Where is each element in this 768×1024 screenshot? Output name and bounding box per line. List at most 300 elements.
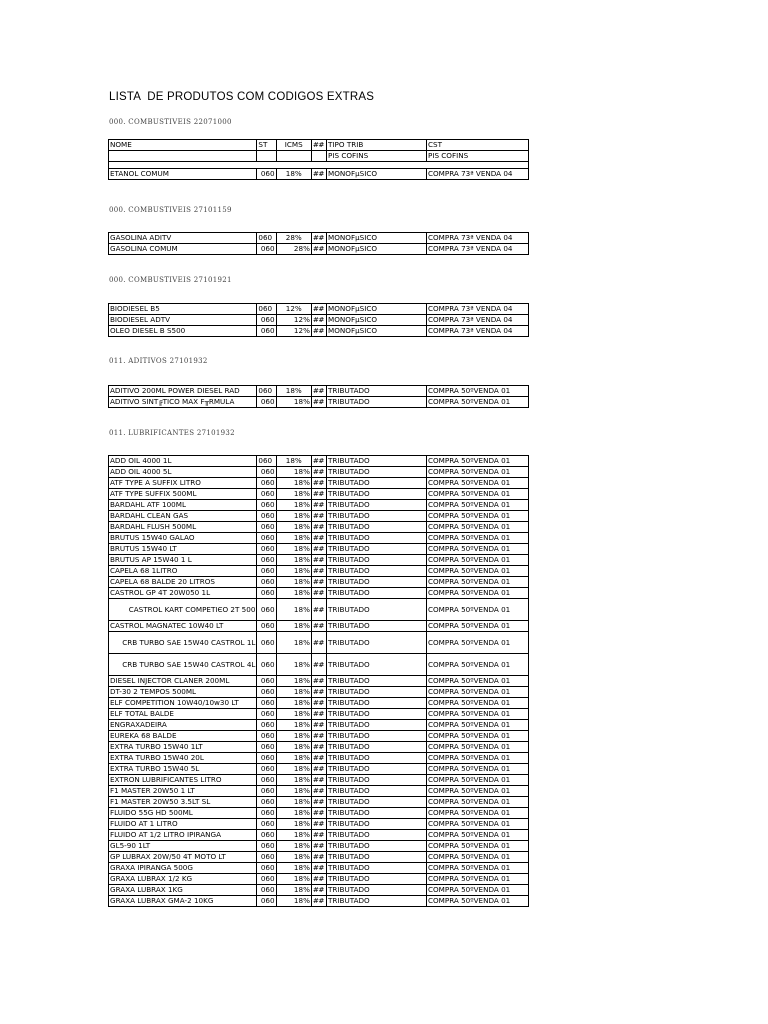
cell-st: 060 [257, 764, 276, 775]
cell-st: 060 [257, 599, 276, 621]
cell-hash: ## [311, 478, 326, 489]
table-row [109, 863, 529, 874]
cell-hash: ## [311, 676, 326, 687]
cell-tipo: TRIBUTADO [327, 830, 427, 841]
cell-cst: COMPRA 50ºVENDA 01 [426, 742, 528, 753]
cell-tipo: TRIBUTADO [327, 511, 427, 522]
cell-name: CASTROL KART COMPETIЄO 2T 500 [109, 599, 257, 621]
cell-tipo: TRIBUTADO [327, 896, 427, 907]
cell-cst: COMPRA 50ºVENDA 01 [426, 544, 528, 555]
cell-st: 060 [257, 577, 276, 588]
cell-st: 060 [257, 797, 276, 808]
cell-st: 060 [257, 566, 276, 577]
product-table [108, 385, 529, 408]
table-row [109, 808, 529, 819]
cell-icms: 18% [276, 874, 311, 885]
cell-hash: ## [311, 489, 326, 500]
table-row [109, 742, 529, 753]
cell-tipo: TRIBUTADO [327, 874, 427, 885]
cell-cst: COMPRA 50ºVENDA 01 [426, 786, 528, 797]
cell-st: 060 [257, 896, 276, 907]
cell-tipo: TRIBUTADO [327, 489, 427, 500]
lubricants-table-body [109, 456, 529, 907]
cell-st: 060 [257, 852, 276, 863]
cell-cst: COMPRA 50ºVENDA 01 [426, 511, 528, 522]
cell-hash: ## [311, 621, 326, 632]
cell-tipo: MONOFµSICO [327, 326, 427, 337]
table-row [109, 720, 529, 731]
cell-cst: COMPRA 50ºVENDA 01 [426, 753, 528, 764]
cell-st: 060 [257, 808, 276, 819]
column-header: CST [426, 140, 528, 151]
cell-name: FLUIDO 55G HD 500ML [109, 808, 257, 819]
cell-icms: 12% [276, 326, 311, 337]
cell-tipo: TRIBUTADO [327, 500, 427, 511]
cell-tipo: TRIBUTADO [327, 819, 427, 830]
cell-cst: COMPRA 50ºVENDA 01 [426, 698, 528, 709]
cell-tipo: TRIBUTADO [327, 588, 427, 599]
cell-hash: ## [311, 764, 326, 775]
table-row [109, 775, 529, 786]
cell-icms: 18% [276, 830, 311, 841]
cell-icms: 18% [276, 753, 311, 764]
cell-cst: COMPRA 50ºVENDA 01 [426, 489, 528, 500]
cell-cst: COMPRA 50ºVENDA 01 [426, 555, 528, 566]
cell-name: CAPELA 68 BALDE 20 LITROS [109, 577, 257, 588]
cell-name: ATF TYPE SUFFIX 500ML [109, 489, 257, 500]
cell-name: F1 MASTER 20W50 3.5LT SL [109, 797, 257, 808]
cell-cst: COMPRA 73ª VENDA 04 [426, 169, 528, 180]
cell-hash: ## [311, 555, 326, 566]
cell-st: 060 [257, 841, 276, 852]
cell-icms: 18% [276, 456, 311, 467]
table-row [109, 709, 529, 720]
section-header: 000. COMBUSTIVEIS 27101921 [109, 276, 232, 284]
table-row [109, 500, 529, 511]
cell-icms: 18% [276, 544, 311, 555]
cell-icms: 12% [276, 304, 311, 315]
cell-st: 060 [257, 874, 276, 885]
cell-st: 060 [257, 654, 276, 676]
cell-hash: ## [311, 808, 326, 819]
cell-icms: 18% [276, 863, 311, 874]
cell-tipo: TRIBUTADO [327, 555, 427, 566]
cell-cst: COMPRA 50ºVENDA 01 [426, 456, 528, 467]
cell-icms: 18% [276, 577, 311, 588]
cell-st: 060 [257, 709, 276, 720]
cell-tipo: TRIBUTADO [327, 786, 427, 797]
cell-icms: 18% [276, 698, 311, 709]
cell-icms: 18% [276, 386, 311, 397]
cell-name: GASOLINA COMUM [109, 244, 257, 255]
cell-icms: 18% [276, 522, 311, 533]
cell-hash: ## [311, 731, 326, 742]
cell-name: CASTROL GP 4T 20W050 1L [109, 588, 257, 599]
cell-name: EXTRON LUBRIFICANTES LITRO [109, 775, 257, 786]
product-table [108, 139, 529, 180]
table-row [109, 511, 529, 522]
table-row [109, 764, 529, 775]
cell-st: 060 [257, 386, 276, 397]
cell-icms: 18% [276, 621, 311, 632]
cell-name: ATF TYPE A SUFFIX LITRO [109, 478, 257, 489]
cell-icms: 18% [276, 709, 311, 720]
column-subheader: PIS COFINS [327, 151, 427, 162]
cell-tipo: TRIBUTADO [327, 731, 427, 742]
column-subheader [109, 151, 257, 162]
spacer-row [109, 162, 529, 169]
table-header-row [109, 140, 529, 151]
cell-tipo: TRIBUTADO [327, 863, 427, 874]
product-table [108, 232, 529, 255]
cell-icms: 18% [276, 731, 311, 742]
table-row [109, 489, 529, 500]
cell-name: CRB TURBO SAE 15W40 CASTROL 1L [109, 632, 257, 654]
cell-tipo: MONOFµSICO [327, 315, 427, 326]
cell-hash: ## [311, 169, 326, 180]
cell-tipo: TRIBUTADO [327, 478, 427, 489]
cell-st: 060 [257, 863, 276, 874]
cell-cst: COMPRA 73ª VENDA 04 [426, 233, 528, 244]
cell-hash: ## [311, 397, 326, 408]
cell-hash: ## [311, 698, 326, 709]
cell-cst: COMPRA 50ºVENDA 01 [426, 709, 528, 720]
column-header: ICMS [276, 140, 311, 151]
cell-hash: ## [311, 522, 326, 533]
cell-hash: ## [311, 775, 326, 786]
cell-icms: 18% [276, 896, 311, 907]
cell-tipo: TRIBUTADO [327, 720, 427, 731]
cell-name: ADD OIL 4000 1L [109, 456, 257, 467]
cell-tipo: TRIBUTADO [327, 852, 427, 863]
cell-name: BIODIESEL B5 [109, 304, 257, 315]
cell-cst: COMPRA 50ºVENDA 01 [426, 599, 528, 621]
column-header: NOME [109, 140, 257, 151]
cell-cst: COMPRA 50ºVENDA 01 [426, 830, 528, 841]
cell-hash: ## [311, 687, 326, 698]
table-row [109, 621, 529, 632]
table-row [109, 326, 529, 337]
section-header: 000. COMBUSTIVEIS 22071000 [109, 118, 232, 126]
cell-name: GRAXA IPIRANGA 500G [109, 863, 257, 874]
cell-cst: COMPRA 73ª VENDA 04 [426, 244, 528, 255]
table-row [109, 830, 529, 841]
cell-name: FLUIDO AT 1 LITRO [109, 819, 257, 830]
product-table [108, 303, 529, 337]
cell-st: 060 [257, 304, 276, 315]
cell-cst: COMPRA 50ºVENDA 01 [426, 500, 528, 511]
cell-tipo: TRIBUTADO [327, 687, 427, 698]
cell-cst: COMPRA 50ºVENDA 01 [426, 397, 528, 408]
table-row [109, 819, 529, 830]
spacer-cell [109, 162, 529, 169]
cell-cst: COMPRA 50ºVENDA 01 [426, 852, 528, 863]
cell-name: GRAXA LUBRAX 1KG [109, 885, 257, 896]
cell-hash: ## [311, 654, 326, 676]
cell-hash: ## [311, 533, 326, 544]
cell-st: 060 [257, 326, 276, 337]
cell-st: 060 [257, 555, 276, 566]
cell-name: F1 MASTER 20W50 1 LT [109, 786, 257, 797]
cell-st: 060 [257, 588, 276, 599]
cell-icms: 18% [276, 742, 311, 753]
cell-icms: 18% [276, 775, 311, 786]
cell-tipo: TRIBUTADO [327, 797, 427, 808]
cell-st: 060 [257, 500, 276, 511]
table-row [109, 874, 529, 885]
cell-cst: COMPRA 50ºVENDA 01 [426, 632, 528, 654]
cell-tipo: TRIBUTADO [327, 456, 427, 467]
cell-icms: 18% [276, 676, 311, 687]
cell-tipo: TRIBUTADO [327, 676, 427, 687]
table-row [109, 456, 529, 467]
cell-cst: COMPRA 50ºVENDA 01 [426, 863, 528, 874]
cell-tipo: TRIBUTADO [327, 709, 427, 720]
cell-cst: COMPRA 50ºVENDA 01 [426, 885, 528, 896]
cell-st: 060 [257, 742, 276, 753]
cell-tipo: TRIBUTADO [327, 775, 427, 786]
section-header: 011. ADITIVOS 27101932 [109, 357, 208, 365]
cell-name: CASTROL MAGNATEC 10W40 LT [109, 621, 257, 632]
cell-tipo: TRIBUTADO [327, 386, 427, 397]
section-header: 000. COMBUSTIVEIS 27101159 [109, 206, 232, 214]
cell-cst: COMPRA 50ºVENDA 01 [426, 522, 528, 533]
cell-st: 060 [257, 244, 276, 255]
cell-cst: COMPRA 50ºVENDA 01 [426, 775, 528, 786]
cell-tipo: TRIBUTADO [327, 654, 427, 676]
table-row [109, 522, 529, 533]
cell-st: 060 [257, 169, 276, 180]
column-subheader [276, 151, 311, 162]
cell-name: BARDAHL FLUSH 500ML [109, 522, 257, 533]
cell-icms: 18% [276, 797, 311, 808]
cell-icms: 18% [276, 808, 311, 819]
cell-hash: ## [311, 709, 326, 720]
cell-tipo: TRIBUTADO [327, 753, 427, 764]
table-row [109, 852, 529, 863]
cell-st: 060 [257, 698, 276, 709]
cell-st: 060 [257, 478, 276, 489]
cell-cst: COMPRA 50ºVENDA 01 [426, 720, 528, 731]
cell-cst: COMPRA 50ºVENDA 01 [426, 577, 528, 588]
cell-hash: ## [311, 874, 326, 885]
cell-icms: 18% [276, 533, 311, 544]
cell-st: 060 [257, 885, 276, 896]
cell-cst: COMPRA 50ºVENDA 01 [426, 621, 528, 632]
cell-st: 060 [257, 786, 276, 797]
cell-icms: 18% [276, 687, 311, 698]
cell-tipo: MONOFµSICO [327, 244, 427, 255]
cell-hash: ## [311, 588, 326, 599]
table-header-row [109, 151, 529, 162]
cell-icms: 12% [276, 315, 311, 326]
cell-tipo: TRIBUTADO [327, 599, 427, 621]
cell-name: GRAXA LUBRAX GMA-2 10KG [109, 896, 257, 907]
cell-cst: COMPRA 50ºVENDA 01 [426, 841, 528, 852]
cell-st: 060 [257, 511, 276, 522]
cell-st: 060 [257, 621, 276, 632]
table-row [109, 304, 529, 315]
document-title: LISTA DE PRODUTOS COM CODIGOS EXTRAS [109, 91, 375, 103]
cell-name: GP LUBRAX 20W/50 4T MOTO LT [109, 852, 257, 863]
column-header: ## [311, 140, 326, 151]
cell-name: DIESEL INJECTOR CLANER 200ML [109, 676, 257, 687]
cell-st: 060 [257, 720, 276, 731]
table-row [109, 478, 529, 489]
cell-icms: 18% [276, 566, 311, 577]
cell-st: 060 [257, 489, 276, 500]
table-row [109, 687, 529, 698]
table-row [109, 577, 529, 588]
cell-tipo: TRIBUTADO [327, 566, 427, 577]
cell-icms: 18% [276, 555, 311, 566]
cell-name: EXTRA TURBO 15W40 5L [109, 764, 257, 775]
cell-hash: ## [311, 244, 326, 255]
cell-hash: ## [311, 467, 326, 478]
cell-hash: ## [311, 599, 326, 621]
cell-st: 060 [257, 632, 276, 654]
table-row [109, 654, 529, 676]
table-row [109, 753, 529, 764]
cell-cst: COMPRA 50ºVENDA 01 [426, 533, 528, 544]
cell-name: BRUTUS AP 15W40 1 L [109, 555, 257, 566]
table-row [109, 676, 529, 687]
cell-cst: COMPRA 50ºVENDA 01 [426, 478, 528, 489]
cell-st: 060 [257, 753, 276, 764]
cell-name: GRAXA LUBRAX 1/2 KG [109, 874, 257, 885]
table-row [109, 841, 529, 852]
column-subheader: PIS COFINS [426, 151, 528, 162]
cell-tipo: TRIBUTADO [327, 467, 427, 478]
cell-tipo: TRIBUTADO [327, 577, 427, 588]
cell-name: ADD OIL 4000 5L [109, 467, 257, 478]
cell-hash: ## [311, 896, 326, 907]
table-row [109, 544, 529, 555]
cell-tipo: TRIBUTADO [327, 533, 427, 544]
column-subheader [311, 151, 326, 162]
column-subheader [257, 151, 276, 162]
cell-icms: 18% [276, 632, 311, 654]
cell-cst: COMPRA 73ª VENDA 04 [426, 315, 528, 326]
cell-hash: ## [311, 797, 326, 808]
cell-tipo: TRIBUTADO [327, 698, 427, 709]
cell-icms: 18% [276, 500, 311, 511]
cell-st: 060 [257, 676, 276, 687]
cell-cst: COMPRA 50ºVENDA 01 [426, 819, 528, 830]
cell-name: ETANOL COMUM [109, 169, 257, 180]
cell-hash: ## [311, 863, 326, 874]
cell-name: ELF COMPETITION 10W40/10w30 LT [109, 698, 257, 709]
cell-icms: 18% [276, 489, 311, 500]
cell-icms: 18% [276, 467, 311, 478]
cell-tipo: MONOFµSICO [327, 304, 427, 315]
cell-name: BARDAHL CLEAN GAS [109, 511, 257, 522]
cell-icms: 18% [276, 654, 311, 676]
cell-hash: ## [311, 753, 326, 764]
table-row [109, 698, 529, 709]
cell-name: ADITIVO SINT╔TICO MAX F╥RMULA [109, 397, 257, 408]
table-row [109, 233, 529, 244]
cell-st: 060 [257, 819, 276, 830]
cell-hash: ## [311, 786, 326, 797]
table-row [109, 797, 529, 808]
table-row [109, 533, 529, 544]
cell-icms: 18% [276, 764, 311, 775]
table-row [109, 467, 529, 478]
cell-hash: ## [311, 511, 326, 522]
cell-hash: ## [311, 720, 326, 731]
cell-icms: 28% [276, 233, 311, 244]
column-header: ST [257, 140, 276, 151]
cell-tipo: TRIBUTADO [327, 632, 427, 654]
table-row [109, 386, 529, 397]
table-row [109, 566, 529, 577]
cell-hash: ## [311, 386, 326, 397]
cell-st: 060 [257, 467, 276, 478]
cell-icms: 18% [276, 720, 311, 731]
table-row [109, 244, 529, 255]
cell-st: 060 [257, 315, 276, 326]
cell-name: CRB TURBO SAE 15W40 CASTROL 4L [109, 654, 257, 676]
cell-tipo: TRIBUTADO [327, 808, 427, 819]
cell-st: 060 [257, 731, 276, 742]
cell-hash: ## [311, 233, 326, 244]
cell-cst: COMPRA 50ºVENDA 01 [426, 808, 528, 819]
cell-name: BRUTUS 15W40 GALAO [109, 533, 257, 544]
table-row [109, 397, 529, 408]
cell-name: EXTRA TURBO 15W40 20L [109, 753, 257, 764]
cell-tipo: TRIBUTADO [327, 742, 427, 753]
cell-icms: 18% [276, 588, 311, 599]
cell-hash: ## [311, 841, 326, 852]
cell-cst: COMPRA 50ºVENDA 01 [426, 467, 528, 478]
cell-cst: COMPRA 50ºVENDA 01 [426, 797, 528, 808]
cell-icms: 18% [276, 511, 311, 522]
cell-hash: ## [311, 315, 326, 326]
table-row [109, 169, 529, 180]
cell-name: FLUIDO AT 1/2 LITRO IPIRANGA [109, 830, 257, 841]
cell-icms: 18% [276, 397, 311, 408]
cell-tipo: MONOFµSICO [327, 169, 427, 180]
cell-icms: 18% [276, 478, 311, 489]
table-row [109, 896, 529, 907]
cell-tipo: TRIBUTADO [327, 764, 427, 775]
cell-icms: 28% [276, 244, 311, 255]
cell-st: 060 [257, 522, 276, 533]
cell-name: CAPELA 68 1LITRO [109, 566, 257, 577]
table-row [109, 632, 529, 654]
cell-cst: COMPRA 50ºVENDA 01 [426, 676, 528, 687]
cell-hash: ## [311, 500, 326, 511]
cell-st: 060 [257, 533, 276, 544]
cell-name: ELF TOTAL BALDE [109, 709, 257, 720]
cell-hash: ## [311, 326, 326, 337]
cell-name: ADITIVO 200ML POWER DIESEL RAD [109, 386, 257, 397]
cell-cst: COMPRA 50ºVENDA 01 [426, 764, 528, 775]
cell-icms: 18% [276, 885, 311, 896]
cell-cst: COMPRA 50ºVENDA 01 [426, 874, 528, 885]
cell-st: 060 [257, 830, 276, 841]
table-row [109, 731, 529, 742]
cell-name: BARDAHL ATF 100ML [109, 500, 257, 511]
product-table [108, 455, 529, 907]
cell-cst: COMPRA 73ª VENDA 04 [426, 304, 528, 315]
cell-name: BIODIESEL ADTV [109, 315, 257, 326]
cell-st: 060 [257, 544, 276, 555]
cell-icms: 18% [276, 169, 311, 180]
cell-name: OLEO DIESEL B S500 [109, 326, 257, 337]
cell-cst: COMPRA 50ºVENDA 01 [426, 386, 528, 397]
